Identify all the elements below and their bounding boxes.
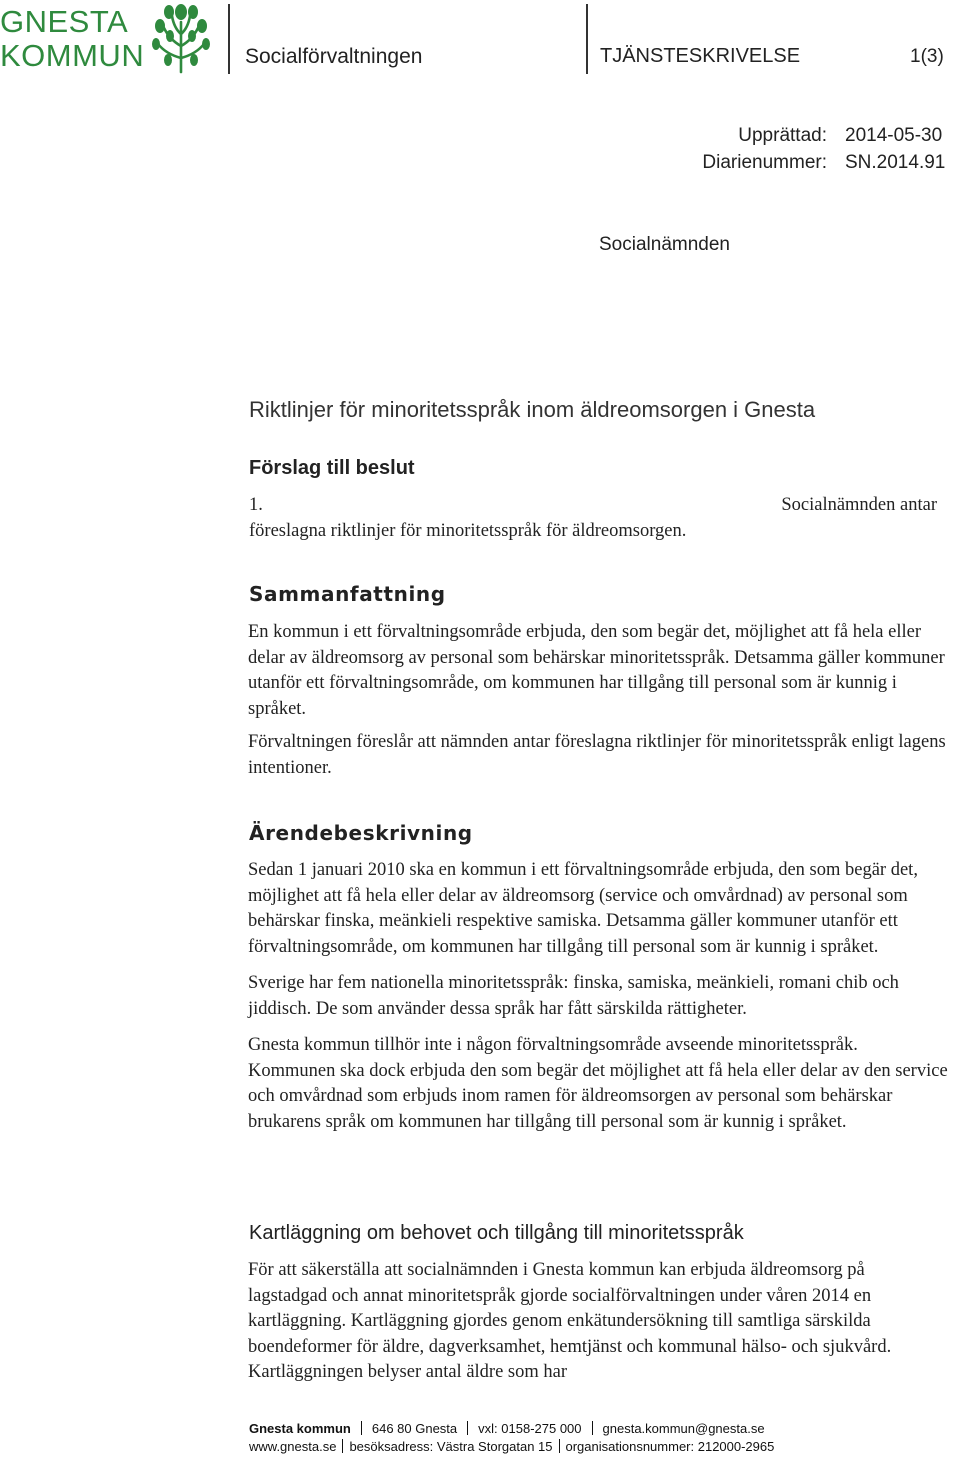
- case-body: [248, 858, 948, 1135]
- tree-emblem-icon: [152, 2, 210, 74]
- gnesta-logo: [0, 2, 212, 74]
- footer-separator: [559, 1439, 560, 1453]
- document-title: Riktlinjer för minoritetsspråk inom äldreomsorgen i Gnesta: [249, 397, 816, 422]
- footer-phone: vxl: 0158-275 000: [478, 1421, 582, 1436]
- case-heading: Ärendebeskrivning: [249, 821, 473, 845]
- footer-org: Gnesta kommun: [249, 1421, 351, 1436]
- proposal-line-1: Socialnämnden antar: [781, 495, 937, 515]
- created-date: 2014-05-30: [845, 125, 943, 146]
- case-paragraph-3: Gnesta kommun tillhör inte i någon förvaltningsområde avseende minoritetsspråk. Kommunen ska dock erbjuda den som begär det möjlighet att få hela eller delar av den service och omvårdnad som erbjuds inom ramen för äldreomsorgen av personal som behärskar brukarens språk om kommunen har tillgång till personal som är kunnig i språket.: [248, 1035, 948, 1132]
- created-label: Upprättad:: [738, 125, 827, 146]
- document-type: TJÄNSTESKRIVELSE: [600, 45, 801, 67]
- header-divider-1: [228, 4, 230, 74]
- footer-address: 646 80 Gnesta: [371, 1421, 458, 1436]
- diary-number: SN.2014.91: [845, 152, 946, 173]
- page-number: 1(3): [910, 46, 944, 67]
- recipient: Socialnämnden: [599, 234, 730, 255]
- footer-email-link[interactable]: gnesta.kommun@gnesta.se: [602, 1421, 765, 1436]
- header-divider-2: [586, 4, 588, 74]
- summary-paragraph-2: Förvaltningen föreslår att nämnden antar föreslagna riktlinjer för minoritetsspråk enligt lagens intentioner.: [248, 732, 946, 778]
- footer-line-1: [249, 1421, 765, 1436]
- case-paragraph-1: Sedan 1 januari 2010 ska en kommun i ett förvaltningsområde erbjuda, den som begär det, möjlighet att få hela eller delar av äldreomsorg (service och omvårdnad) av personal som behärskar finska, meänkieli respektive samiska. Detsamma gäller kommuner utanför ett förvaltningsområde, om kommunen har tillgång till personal som är kunnig i språket.: [248, 860, 918, 957]
- logo-line-2: KOMMUN: [0, 38, 145, 73]
- proposal-heading: Förslag till beslut: [249, 457, 415, 479]
- summary-heading: Sammanfattning: [249, 582, 446, 606]
- proposal-number: 1.: [249, 495, 263, 515]
- proposal-line-2: föreslagna riktlinjer för minoritetsspråk för äldreomsorgen.: [249, 521, 687, 541]
- summary-body: [248, 620, 948, 781]
- footer-separator: [467, 1421, 468, 1435]
- footer-separator: [342, 1439, 343, 1453]
- survey-paragraph-1: För att säkerställa att socialnämnden i Gnesta kommun kan erbjuda äldreomsorg på lagstadgad och annat minoritetspråk gjorde socialförvaltningen under våren 2014 en kartläggning. Kartläggning gjordes genom enkätundersökning till samtliga särskilda boendeformer för äldre, dagverksamhet, hemtjänst och kommunal hälso- och sjukvård. Kartläggningen belyser antal äldre som har: [248, 1260, 892, 1382]
- diary-label: Diarienummer:: [702, 152, 827, 173]
- footer-separator: [361, 1421, 362, 1435]
- footer-org-number: organisationsnummer: 212000-2965: [565, 1439, 775, 1454]
- department-name: Socialförvaltningen: [245, 45, 423, 68]
- footer-visit-address: besöksadress: Västra Storgatan 15: [349, 1439, 553, 1454]
- footer-line-2: [249, 1439, 774, 1454]
- footer-separator: [592, 1421, 593, 1435]
- summary-paragraph-1: En kommun i ett förvaltningsområde erbjuda, den som begär det, möjlighet att få hela eller delar av äldreomsorg av personal som behärskar minoritetsspråk. Detsamma gäller kommuner utanför ett förvaltningsområde, om kommunen har tillgång till personal som är kunnig i språket.: [248, 622, 945, 719]
- logo-line-1: GNESTA: [0, 4, 129, 39]
- survey-heading: Kartläggning om behovet och tillgång till minoritetsspråk: [249, 1222, 744, 1244]
- footer-web-link[interactable]: www.gnesta.se: [249, 1439, 337, 1454]
- survey-body: [248, 1258, 948, 1386]
- case-paragraph-2: Sverige har fem nationella minoritetsspråk: finska, samiska, meänkieli, romani chib och jiddisch. De som använder dessa språk har fått särskilda rättigheter.: [248, 973, 899, 1019]
